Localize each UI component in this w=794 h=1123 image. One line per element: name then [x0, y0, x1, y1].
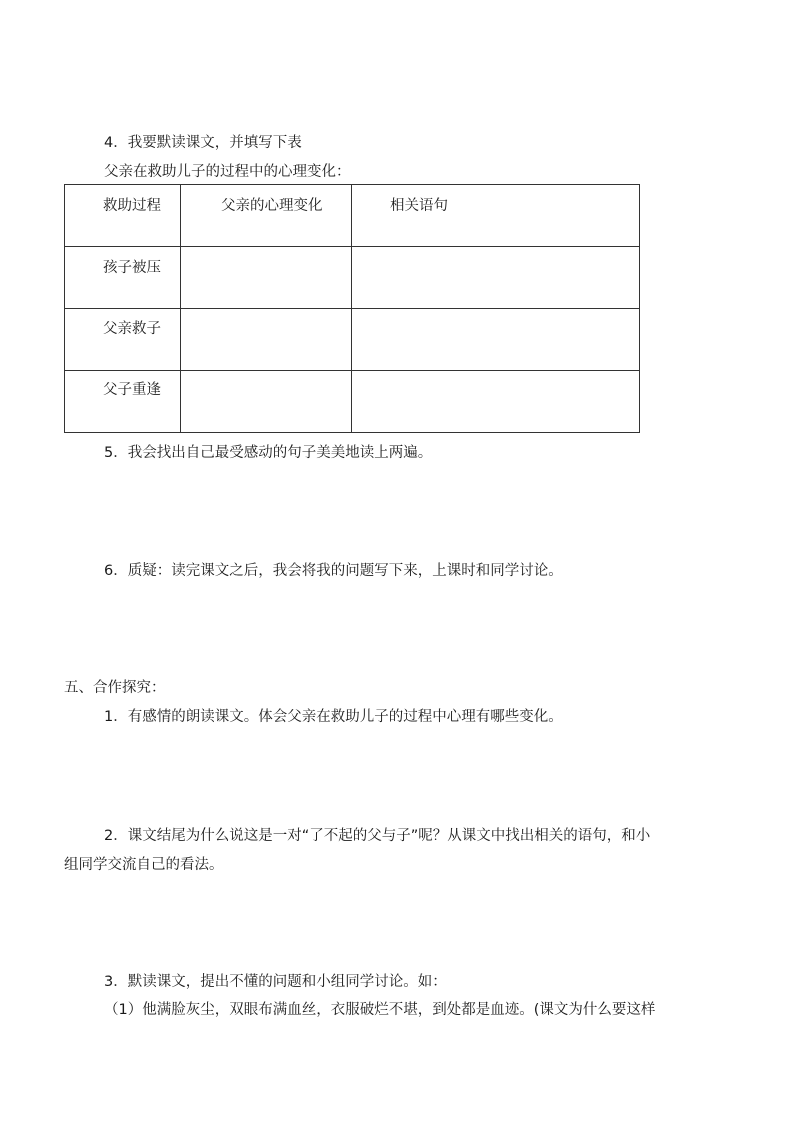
section4-heading: 4．我要默读课文，并填写下表 — [104, 135, 302, 151]
table-header-process: 救助过程 — [103, 198, 161, 214]
psychology-change-table — [64, 184, 640, 433]
table-row-stage: 孩子被压 — [103, 260, 161, 276]
table-header-sentences: 相关语句 — [390, 198, 448, 214]
table-header-psychology: 父亲的心理变化 — [221, 198, 323, 214]
section4-subheading: 父亲在救助儿子的过程中的心理变化： — [104, 164, 351, 180]
item5-text: 5．我会找出自己最受感动的句子美美地读上两遍。 — [104, 445, 433, 461]
item6-text: 6．质疑：读完课文之后，我会将我的问题写下来，上课时和同学讨论。 — [104, 563, 563, 579]
section-five-title: 五、合作探究： — [64, 680, 166, 696]
table-row-divider — [65, 246, 639, 247]
table-row-stage: 父子重逢 — [103, 382, 161, 398]
question3-example1: （1）他满脸灰尘，双眼布满血丝，衣服破烂不堪，到处都是血迹。(课文为什么要这样 — [104, 1002, 656, 1018]
question2-text-line2: 组同学交流自己的看法。 — [64, 857, 224, 873]
table-row-divider — [65, 370, 639, 371]
table-row-divider — [65, 308, 639, 309]
question1-text: 1．有感情的朗读课文。体会父亲在救助儿子的过程中心理有哪些变化。 — [104, 709, 563, 725]
table-row-stage: 父亲救子 — [103, 321, 161, 337]
question2-text-line1: 2．课文结尾为什么说这是一对“了不起的父与子”呢？从课文中找出相关的语句，和小 — [104, 828, 651, 844]
question3-text: 3．默读课文，提出不懂的问题和小组同学讨论。如： — [104, 974, 447, 990]
